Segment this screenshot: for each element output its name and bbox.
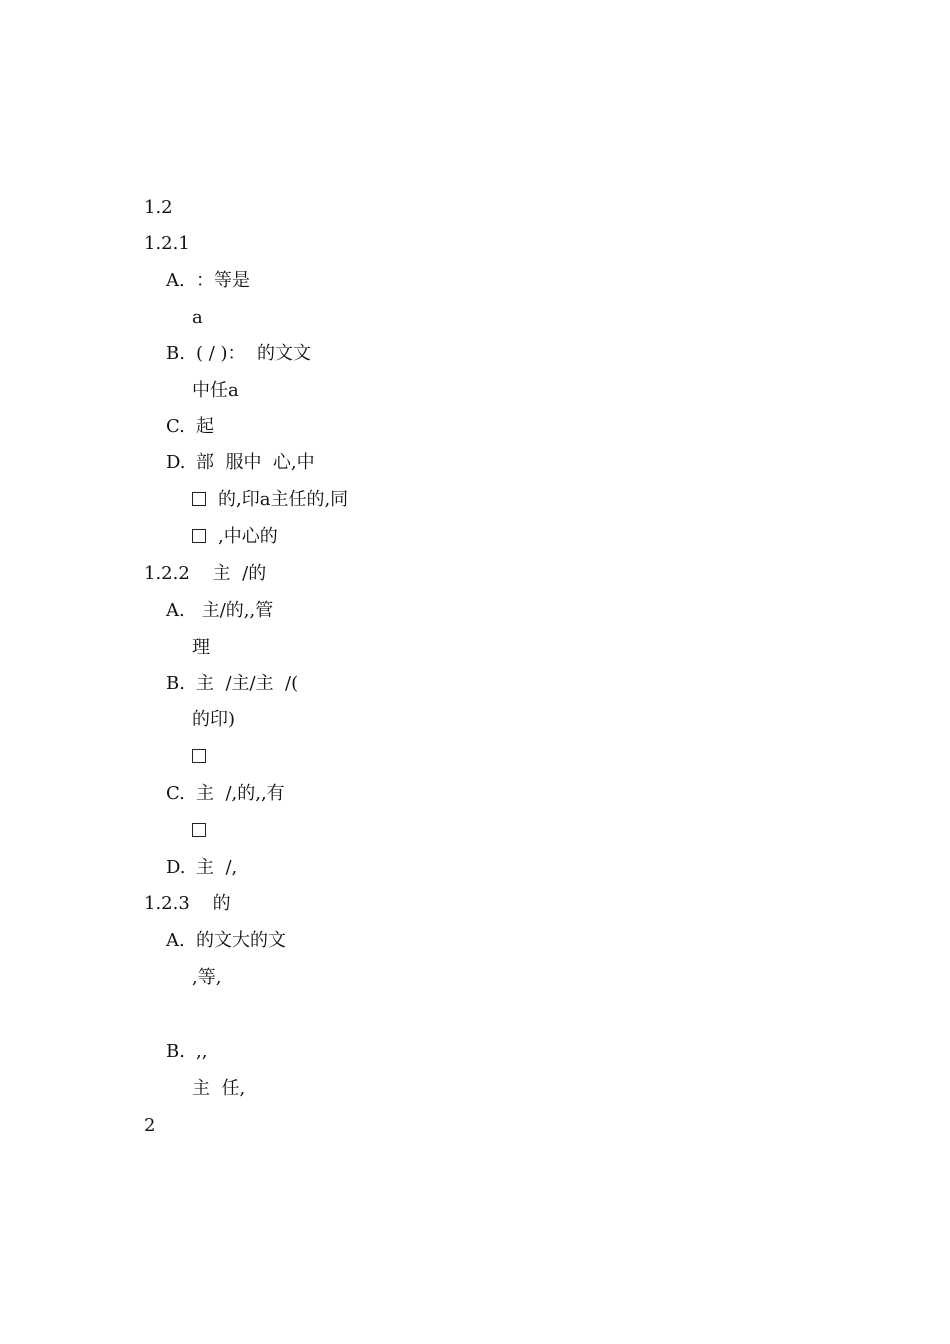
page-number: 2 bbox=[144, 1115, 156, 1136]
item-a bbox=[166, 929, 286, 953]
item-text: 起 bbox=[196, 416, 214, 437]
bullet-line bbox=[192, 745, 218, 769]
bullet-text: 的,印a主任的,同 bbox=[218, 489, 349, 510]
checkbox-icon bbox=[192, 492, 206, 506]
item-label: B. bbox=[166, 1041, 185, 1062]
item-d bbox=[166, 451, 315, 475]
item-continuation: 主 任, bbox=[192, 1078, 246, 1099]
item-continuation: 理 bbox=[192, 637, 210, 658]
bullet-line bbox=[192, 819, 218, 843]
bullet-text: ,中心的 bbox=[218, 526, 278, 547]
item-text: 主 /,的,,有 bbox=[196, 783, 285, 804]
item-label: A. bbox=[166, 270, 185, 291]
item-label: A. bbox=[166, 600, 185, 621]
item-continuation: 的印) bbox=[192, 709, 236, 730]
item-b bbox=[166, 342, 311, 366]
section-number: 1.2 bbox=[144, 197, 173, 218]
item-text: 主 /, bbox=[196, 857, 238, 878]
item-text: 部 服中 心,中 bbox=[196, 452, 315, 473]
item-a bbox=[166, 599, 273, 623]
checkbox-icon bbox=[192, 529, 206, 543]
subsection-heading-1-2-3: 1.2.3 的 bbox=[144, 893, 231, 914]
item-text: 主/的,,管 bbox=[196, 600, 274, 621]
item-c bbox=[166, 415, 214, 439]
item-label: B. bbox=[166, 343, 185, 364]
item-c bbox=[166, 782, 285, 806]
item-text: 主 /主/主 /( bbox=[196, 673, 299, 694]
item-continuation: a bbox=[192, 307, 203, 328]
checkbox-icon bbox=[192, 749, 206, 763]
item-text: ：等是 bbox=[196, 270, 250, 291]
checkbox-icon bbox=[192, 823, 206, 837]
item-text: 的文大的文 bbox=[196, 930, 286, 951]
bullet-line bbox=[192, 525, 278, 549]
bullet-line bbox=[192, 488, 348, 512]
item-label: D. bbox=[166, 857, 186, 878]
subsection-heading-1-2-2: 1.2.2 主 /的 bbox=[144, 563, 267, 584]
item-b bbox=[166, 1040, 207, 1064]
item-label: B. bbox=[166, 673, 185, 694]
item-label: C. bbox=[166, 416, 185, 437]
item-b bbox=[166, 672, 298, 696]
item-d bbox=[166, 856, 237, 880]
item-label: A. bbox=[166, 930, 185, 951]
item-label: D. bbox=[166, 452, 186, 473]
subsection-heading-1-2-1: 1.2.1 bbox=[144, 233, 190, 254]
item-label: C. bbox=[166, 783, 185, 804]
item-text: ,, bbox=[196, 1041, 208, 1062]
item-a bbox=[166, 269, 250, 293]
item-continuation: ,等, bbox=[192, 967, 222, 988]
item-text: ( / )： 的文文 bbox=[196, 343, 311, 364]
item-continuation: 中任a bbox=[192, 380, 239, 401]
